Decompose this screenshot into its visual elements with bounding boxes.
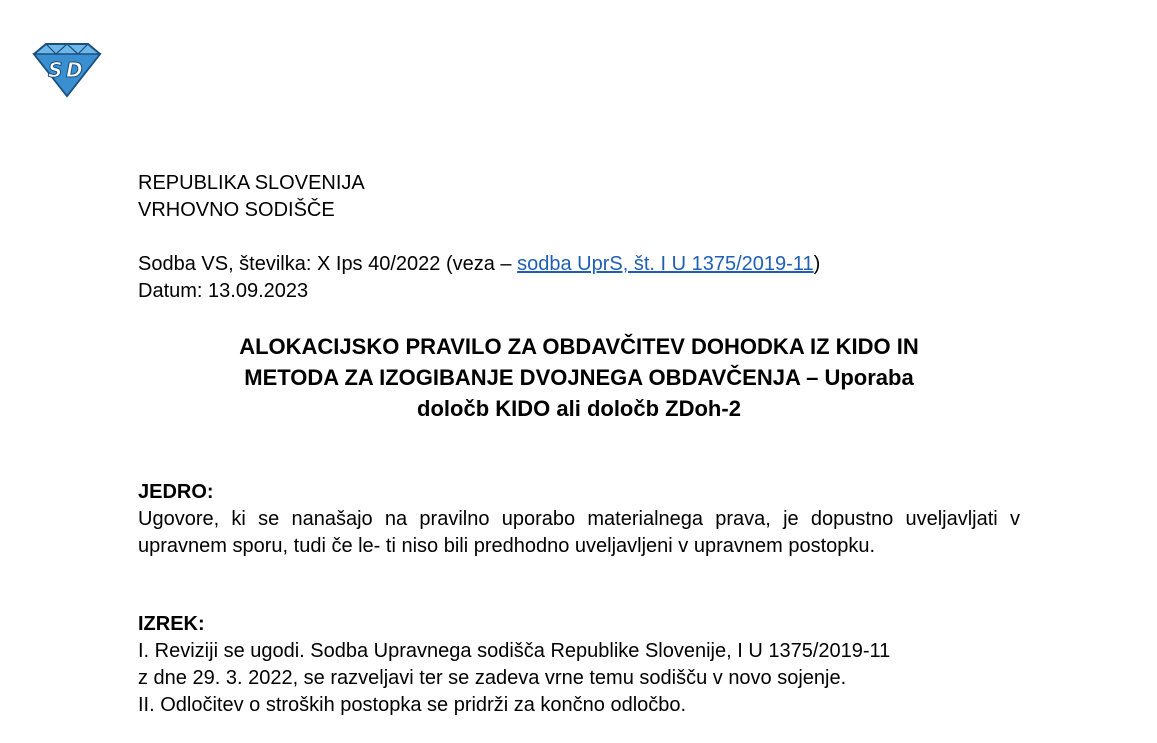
svg-text:S: S bbox=[48, 58, 63, 82]
jedro-section bbox=[138, 479, 1020, 560]
case-number-line bbox=[138, 251, 820, 278]
court-logo-icon bbox=[30, 40, 104, 100]
izrek-line-1: I. Reviziji se ugodi. Sodba Upravnega sodišča Republike Slovenije, I U 1375/2019-11 bbox=[138, 640, 891, 662]
izrek-heading: IZREK: bbox=[138, 613, 205, 635]
court-header bbox=[138, 170, 365, 224]
jedro-heading: JEDRO: bbox=[138, 481, 214, 503]
jedro-text: Ugovore, ki se nanašajo na pravilno uporabo materialnega prava, je dopustno uveljavljati v upravnem sporu, tudi če le- ti niso bili predhodno uveljavljeni v upravnem postopku. bbox=[138, 508, 1020, 557]
title-line-1: ALOKACIJSKO PRAVILO ZA OBDAVČITEV DOHODKA IZ KIDO IN bbox=[239, 334, 919, 359]
related-ruling-link[interactable]: sodba UprS, št. I U 1375/2019-11 bbox=[517, 253, 814, 275]
case-date: Datum: 13.09.2023 bbox=[138, 280, 309, 302]
svg-text:D: D bbox=[66, 58, 83, 82]
izrek-line-3: II. Odločitev o stroških postopka se pridrži za končno odločbo. bbox=[138, 694, 687, 716]
document-title bbox=[138, 331, 1020, 424]
case-number-prefix: Sodba VS, številka: X Ips 40/2022 (veza – bbox=[138, 253, 518, 275]
case-number-suffix: ) bbox=[813, 253, 821, 275]
title-line-3: določb KIDO ali določb ZDoh-2 bbox=[417, 396, 741, 421]
izrek-line-2: z dne 29. 3. 2022, se razveljavi ter se zadeva vrne temu sodišču v novo sojenje. bbox=[138, 667, 847, 689]
header-court: VRHOVNO SODIŠČE bbox=[138, 199, 335, 221]
title-line-2: METODA ZA IZOGIBANJE DVOJNEGA OBDAVČENJA – Uporaba bbox=[244, 365, 914, 390]
case-info bbox=[138, 251, 820, 305]
izrek-section bbox=[138, 611, 1020, 719]
header-republic: REPUBLIKA SLOVENIJA bbox=[138, 172, 365, 194]
